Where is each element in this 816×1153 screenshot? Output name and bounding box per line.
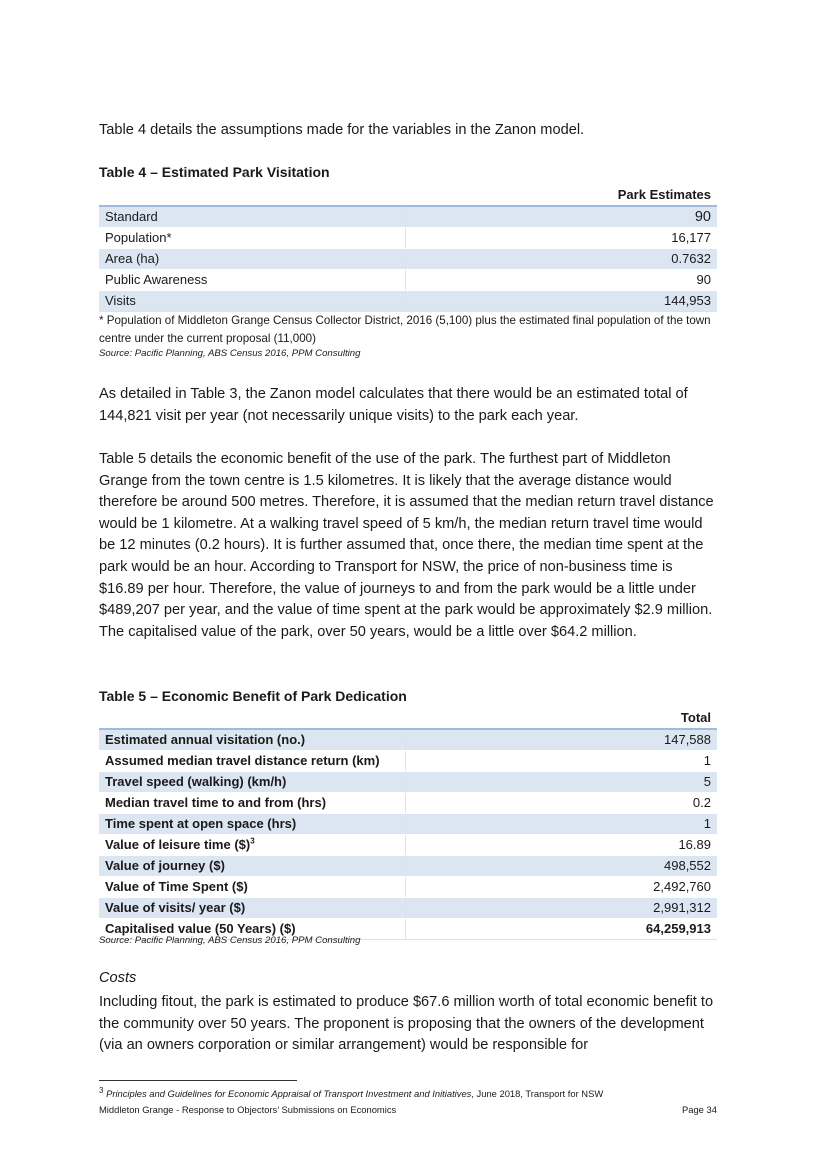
table5-source: Source: Pacific Planning, ABS Census 2016, PPM Consulting xyxy=(99,935,361,946)
table5-label: Estimated annual visitation (no.) xyxy=(99,729,406,751)
table4-label: Population* xyxy=(99,228,406,249)
table4-label: Area (ha) xyxy=(99,249,406,270)
table4-label: Visits xyxy=(99,291,406,312)
table4-header-row xyxy=(99,185,717,206)
costs-heading: Costs xyxy=(99,970,137,986)
table5-value: 16.89 xyxy=(406,835,718,856)
table5-value: 147,588 xyxy=(406,729,718,751)
table-row xyxy=(99,751,717,772)
table5-caption: Table 5 – Economic Benefit of Park Dedication xyxy=(99,688,407,704)
table4-value: 0.7632 xyxy=(406,249,718,270)
table-row xyxy=(99,814,717,835)
table-row xyxy=(99,898,717,919)
table5-value: 498,552 xyxy=(406,856,718,877)
intro-paragraph: Table 4 details the assumptions made for the variables in the Zanon model. xyxy=(99,122,585,138)
table5-value: 64,259,913 xyxy=(406,919,718,940)
table-row xyxy=(99,877,717,898)
footnote-number: 3 xyxy=(99,1085,104,1095)
table5-value: 2,991,312 xyxy=(406,898,718,919)
footnote-separator xyxy=(99,1080,297,1081)
table4-note: * Population of Middleton Grange Census Collector District, 2016 (5,100) plus the estimated final population of the town centre under the current proposal (11,000) xyxy=(99,314,711,345)
table5-label: Travel speed (walking) (km/h) xyxy=(99,772,406,793)
table5-label: Median travel time to and from (hrs) xyxy=(99,793,406,814)
table5 xyxy=(99,708,717,940)
table5-column-header: Total xyxy=(406,708,718,729)
table5-label: Capitalised value (50 Years) ($) xyxy=(99,919,406,940)
table-row xyxy=(99,228,717,249)
table5-label: Value of journey ($) xyxy=(99,856,406,877)
table-row xyxy=(99,291,717,312)
paragraph-visits: As detailed in Table 3, the Zanon model calculates that there would be an estimated total of 144,821 visit per year (not necessarily unique visits) to the park each year. xyxy=(99,386,688,424)
table5-value: 0.2 xyxy=(406,793,718,814)
table5-label: Assumed median travel distance return (km) xyxy=(99,751,406,772)
table-row xyxy=(99,856,717,877)
table5-label: Time spent at open space (hrs) xyxy=(99,814,406,835)
table-row xyxy=(99,793,717,814)
table4-value: 16,177 xyxy=(406,228,718,249)
table5-value: 1 xyxy=(406,751,718,772)
table4-caption: Table 4 – Estimated Park Visitation xyxy=(99,164,330,180)
table-row xyxy=(99,206,717,228)
table4-value: 90 xyxy=(406,270,718,291)
table5-label: Value of leisure time ($) xyxy=(105,837,251,852)
table4-source: Source: Pacific Planning, ABS Census 2016, PPM Consulting xyxy=(99,348,361,359)
table4-label: Public Awareness xyxy=(99,270,406,291)
table-row xyxy=(99,270,717,291)
table-row xyxy=(99,772,717,793)
table4-label: Standard xyxy=(99,206,406,228)
footnote-ref: 3 xyxy=(250,836,255,846)
table4-value: 90 xyxy=(406,206,718,228)
table4-value: 144,953 xyxy=(406,291,718,312)
table4 xyxy=(99,185,717,312)
table4-column-header: Park Estimates xyxy=(406,185,718,206)
table5-value: 1 xyxy=(406,814,718,835)
table5-label: Value of visits/ year ($) xyxy=(99,898,406,919)
table5-label: Value of Time Spent ($) xyxy=(99,877,406,898)
table-row xyxy=(99,835,717,856)
footer-document-title: Middleton Grange - Response to Objectors’ Submissions on Economics xyxy=(99,1104,397,1115)
table-row xyxy=(99,729,717,751)
table5-header-row xyxy=(99,708,717,729)
table5-value: 5 xyxy=(406,772,718,793)
paragraph-costs: Including fitout, the park is estimated to produce $67.6 million worth of total economic benefit to the community over 50 years. The proponent is proposing that the owners of the development (via an owners corporation or similar arrangement) would be responsible for xyxy=(99,994,714,1054)
table5-value: 2,492,760 xyxy=(406,877,718,898)
footnote-rest: , June 2018, Transport for NSW xyxy=(471,1088,604,1099)
footnote-title: Principles and Guidelines for Economic Appraisal of Transport Investment and Initiatives xyxy=(106,1088,472,1099)
table-row xyxy=(99,249,717,270)
footer-page-number: Page 34 xyxy=(682,1104,717,1115)
paragraph-economic-benefit: Table 5 details the economic benefit of the use of the park. The furthest part of Middleton Grange from the town centre is 1.5 kilometres. It is likely that the average distance would therefore be around 500 metres. Therefore, it is assumed that the median return travel distance would be 1 kilometre. At a walking travel speed of 5 km/h, the median return travel time would be 12 minutes (0.2 hours). It is further assumed that, once there, the median time spent at the park would be an hour. According to Transport for NSW, the price of non-business time is $16.89 per hour. Therefore, the value of journeys to and from the park would be a little under $489,207 per year, and the value of time spent at the park would be approximately $2.9 million. The capitalised value of the park, over 50 years, would be a little over $64.2 million. xyxy=(99,451,714,640)
footnote xyxy=(99,1085,604,1099)
